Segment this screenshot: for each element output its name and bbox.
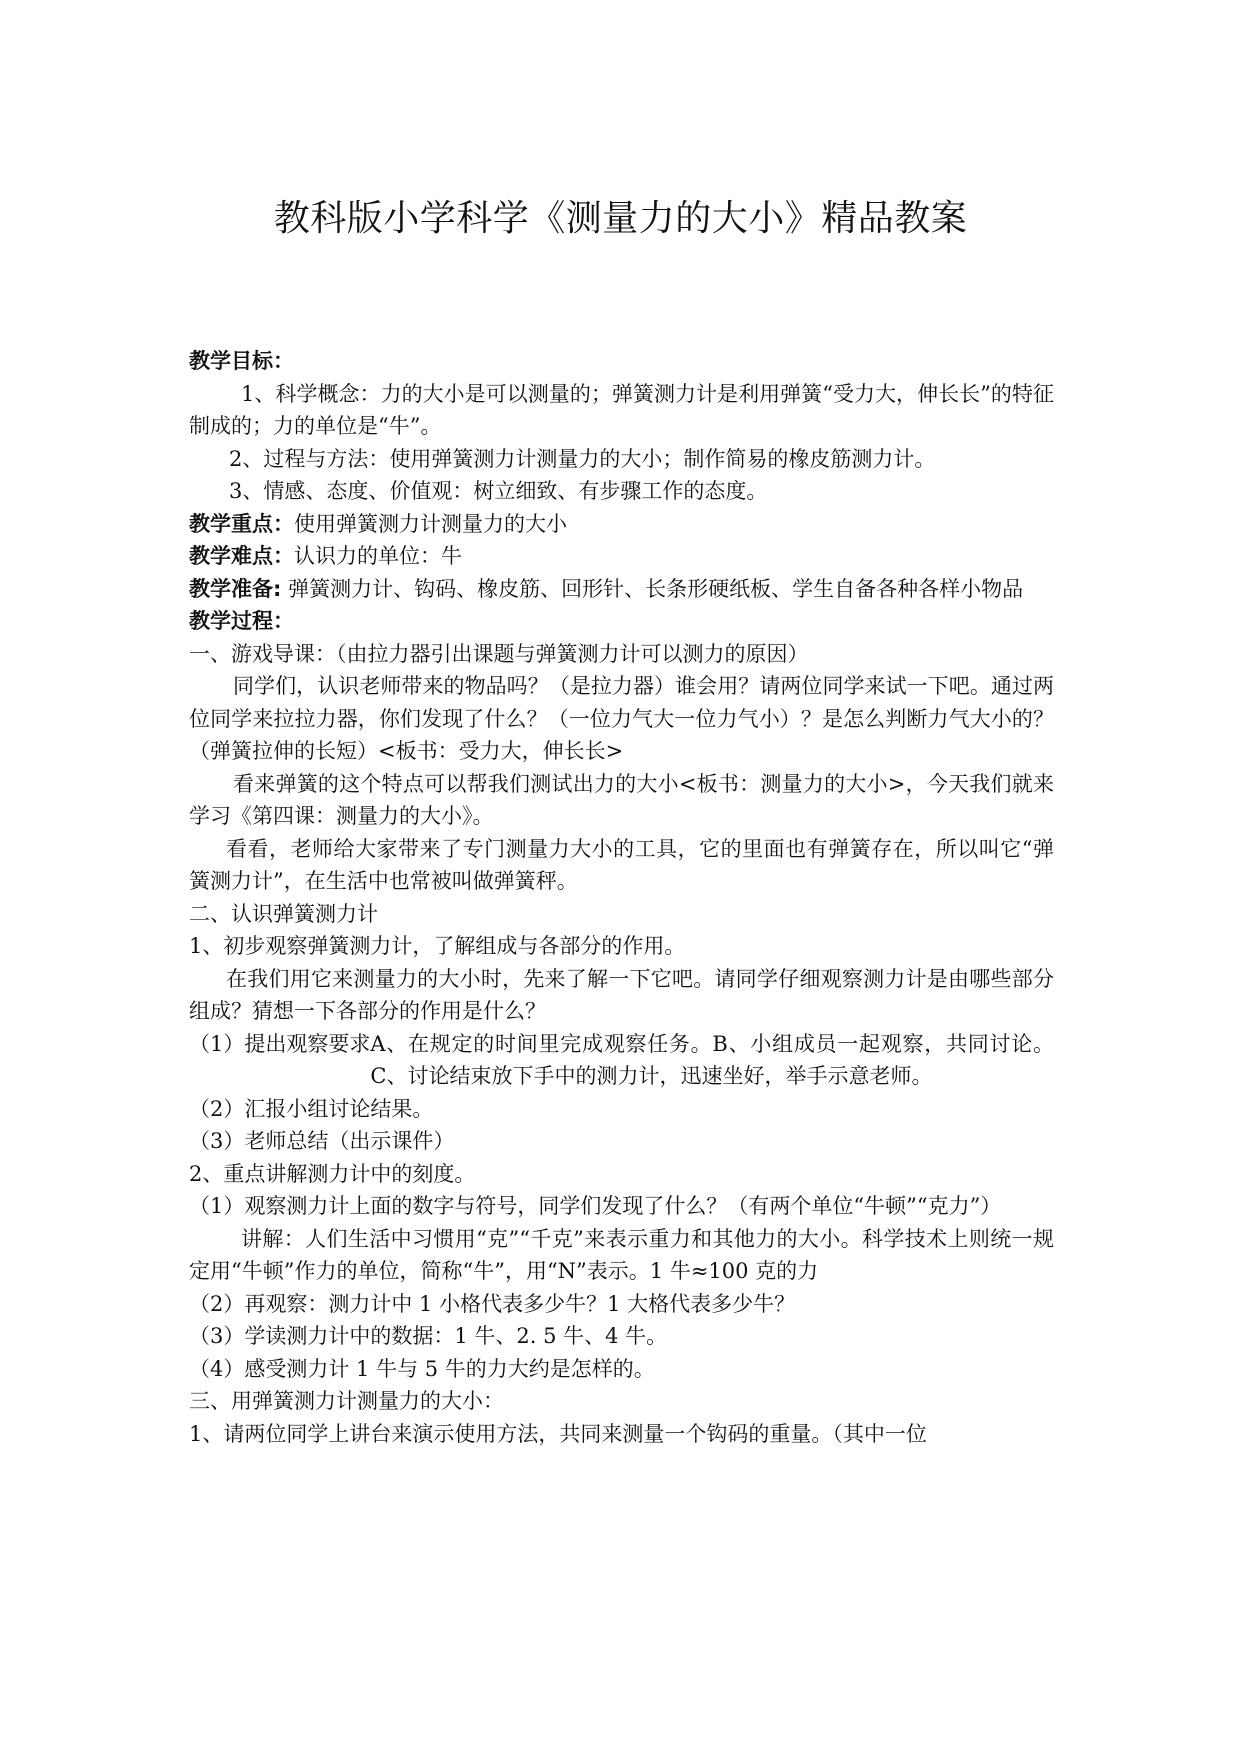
section-1-heading: 一、游戏导课：（由拉力器引出课题与弹簧测力计可以测力的原因） <box>189 641 809 666</box>
observation-item-2: （2）汇报小组讨论结果。 <box>189 1096 434 1121</box>
objectives-heading: 教学目标： <box>189 349 294 373</box>
section-3-item-1: 1、请两位同学上讲台来演示使用方法，共同来测量一个钩码的重量。（其中一位 <box>189 1421 927 1446</box>
observation-text: A、在规定的时间里完成观察任务。B、小组成员一起观察，共同讨论。C、讨论结束放下手中的测力计，迅速坐好，举手示意老师。 <box>370 1031 1054 1088</box>
observation-requirements <box>189 1028 1054 1093</box>
section-3-heading: 三、用弹簧测力计测量力的大小： <box>189 1389 504 1413</box>
document-body <box>189 345 1054 1450</box>
observation-label: （1）提出观察要求 <box>189 1031 371 1056</box>
scale-item-4: （4）感受测力计 1 牛与 5 牛的力大约是怎样的。 <box>189 1356 655 1381</box>
section-1-paragraph-2: 看来弹簧的这个特点可以帮我们测试出力的大小<板书：测量力的大小>，今天我们就来学习《第四课：测量力的大小》。 <box>189 771 1054 828</box>
scale-explanation: 讲解：人们生活中习惯用“克”“千克”来表示重力和其他力的大小。科学技术上则统一规定用“牛顿”作力的单位，简称“牛”，用“N”表示。1 牛≈100 克的力 <box>189 1226 1054 1283</box>
difficulty-line <box>189 540 1054 573</box>
process-heading: 教学过程： <box>189 609 294 633</box>
objective-3: 3、情感、态度、价值观：树立细致、有步骤工作的态度。 <box>229 479 768 503</box>
difficulty-text: 认识力的单位：牛 <box>294 544 462 568</box>
document-title: 教科版小学科学《测量力的大小》精品教案 <box>273 198 968 239</box>
objective-2: 2、过程与方法：使用弹簧测力计测量力的大小；制作简易的橡皮筋测力计。 <box>229 446 936 471</box>
section-2-paragraph-1: 在我们用它来测量力的大小时，先来了解一下它吧。请同学仔细观察测力计是由哪些部分组成？猜想一下各部分的作用是什么？ <box>189 966 1054 1023</box>
section-2-heading: 二、认识弹簧测力计 <box>189 901 378 926</box>
prep-text: 弹簧测力计、钩码、橡皮筋、回形针、长条形硬纸板、学生自备各种各样小物品 <box>281 576 1024 601</box>
section-2-item-2: 2、重点讲解测力计中的刻度。 <box>189 1161 476 1186</box>
section-2-item-1: 1、初步观察弹簧测力计，了解组成与各部分的作用。 <box>189 934 686 958</box>
key-point-text: 使用弹簧测力计测量力的大小 <box>294 511 567 536</box>
section-1-paragraph-3: 看看，老师给大家带来了专门测量力大小的工具，它的里面也有弹簧存在，所以叫它“弹簧测力计”，在生活中也常被叫做弹簧秤。 <box>189 836 1054 893</box>
scale-item-2: （2）再观察：测力计中 1 小格代表多少牛？1 大格代表多少牛？ <box>189 1291 796 1316</box>
section-1-paragraph-1: 同学们，认识老师带来的物品吗？（是拉力器）谁会用？请两位同学来试一下吧。通过两位同学来拉拉力器，你们发现了什么？（一位力气大一位力气小）？是怎么判断力气大小的？（弹簧拉伸的长短）<板书：受力大，伸长长> <box>189 674 1054 763</box>
prep-label: 教学准备: <box>189 576 282 601</box>
scale-item-1: （1）观察测力计上面的数字与符号，同学们发现了什么？（有两个单位“牛顿”“克力”） <box>189 1194 1002 1218</box>
observation-item-3: （3）老师总结（出示课件） <box>189 1129 455 1153</box>
scale-item-3: （3）学读测力计中的数据：1 牛、2. 5 牛、4 牛。 <box>189 1324 668 1348</box>
key-point-label: 教学重点： <box>189 511 294 536</box>
objective-1: 1、科学概念：力的大小是可以测量的；弹簧测力计是利用弹簧“受力大，伸长长”的特征制成的；力的单位是“牛”。 <box>189 381 1054 438</box>
prep-line <box>189 573 1054 606</box>
key-point-line <box>189 508 1054 541</box>
difficulty-label: 教学难点： <box>189 544 294 568</box>
